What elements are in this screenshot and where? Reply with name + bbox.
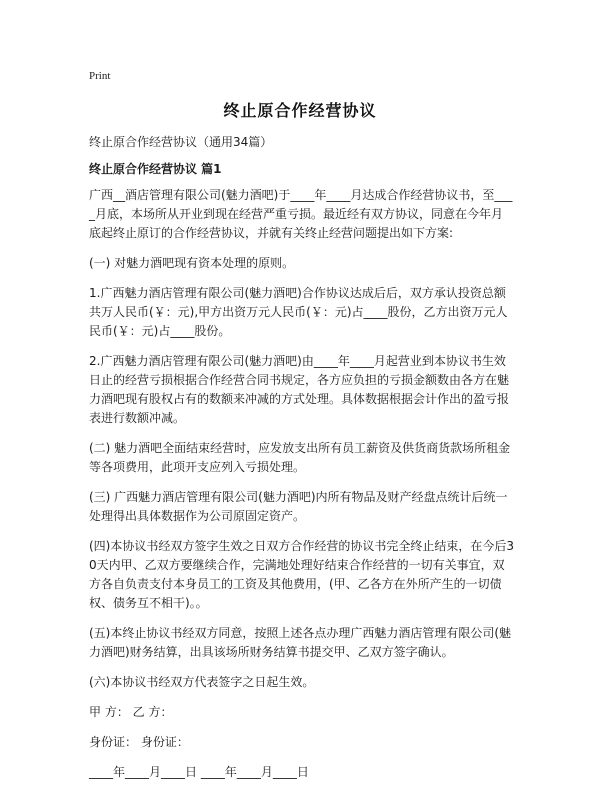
- signature-parties: 甲 方： 乙 方：: [89, 705, 173, 719]
- paragraph-clause-3: (三) 广西魅力酒店管理有限公司(魅力酒吧)内所有物品及财产经盘点统计后统一处理得出具体数据作为公司原固定资产。: [89, 490, 508, 523]
- paragraph-clause-6: (六)本协议书经双方代表签字之日起生效。: [89, 675, 315, 689]
- print-link[interactable]: Print: [89, 70, 111, 82]
- section-heading: 终止原合作经营协议 篇1: [89, 162, 222, 176]
- signature-dates: ____年____月____日 ____年____月____日: [89, 765, 309, 779]
- signature-id-cards: 身份证： 身份证：: [89, 735, 189, 749]
- paragraph-intro: 广西__酒店管理有限公司(魅力酒吧)于____年____月达成合作经营协议书，至____月底，本场所从开业到现在经营严重亏损。最近经有双方协议，同意在今年月底起终止原订的合作经营协议，并就有关终止经营问题提出如下方案:: [89, 188, 513, 240]
- paragraph-clause-4: (四)本协议书经双方签字生效之日双方合作经营的协议书完全终止结束，在今后30天内甲、乙双方要继续合作，完满地处理好结束合作经营的一切有关事宜，双方各自负责支付本身员工的工资及其他费用，(甲、乙各方在外所产生的一切债权、债务互不相干)。。: [89, 539, 515, 610]
- document-subtitle: 终止原合作经营协议（通用34篇）: [89, 135, 273, 149]
- paragraph-clause-5: (五)本终止协议书经双方同意，按照上述各点办理广西魅力酒店管理有限公司(魅力酒吧)财务结算，出具该场所财务结算书提交甲、乙双方签字确认。: [89, 626, 512, 659]
- paragraph-clause-1: (一) 对魅力酒吧现有资本处理的原则。: [89, 256, 295, 270]
- paragraph-clause-2: (二) 魅力酒吧全面结束经营时，应发放支出所有员工薪资及供货商货款场所租金等各项费用，此项开支应列入亏损处理。: [89, 441, 511, 474]
- page-title: 终止原合作经营协议: [223, 101, 377, 120]
- paragraph-clause-1-1: 1.广西魅力酒店管理有限公司(魅力酒吧)合作协议达成后后，双方承认投资总额共万人民币(￥：元),甲方出资万元人民币(￥：元)占____股份，乙方出资万元人民币(￥：元)占____股份。: [89, 286, 508, 338]
- agreement-body: [89, 186, 514, 793]
- paragraph-clause-1-2: 2.广西魅力酒店管理有限公司(魅力酒吧)由____年____月起营业到本协议书生效日止的经营亏损根据合作经营合同书规定，各方应负担的亏损金额数由各方在魅力酒吧现有股权占有的数额来冲减的方式处理。具体数据根据会计作出的盈亏报表进行数额冲减。: [89, 354, 510, 425]
